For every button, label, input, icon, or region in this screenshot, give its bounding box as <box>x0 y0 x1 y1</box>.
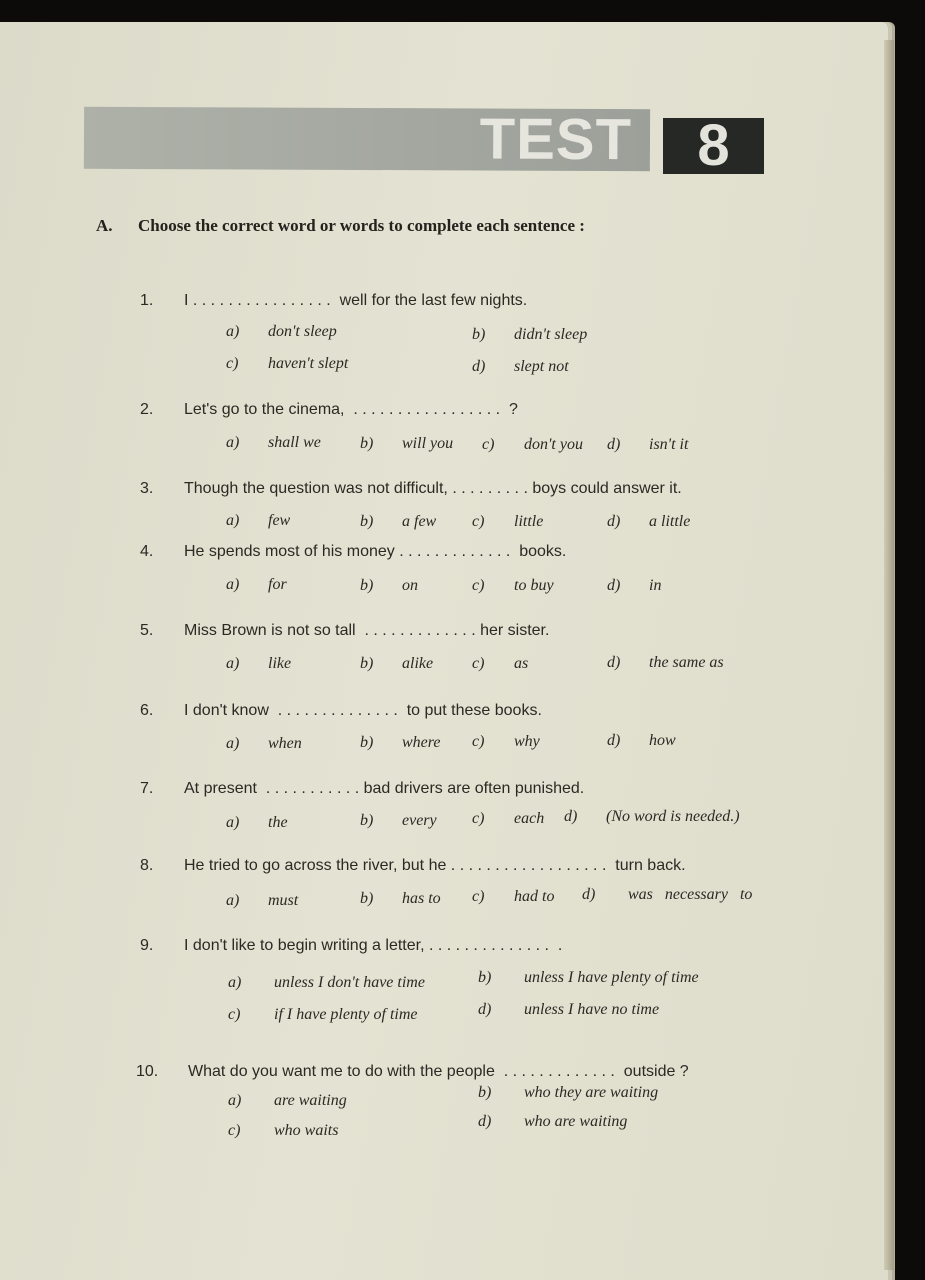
option-letter: b) <box>478 1084 492 1101</box>
option-letter: c) <box>472 733 485 750</box>
option-letter: b) <box>360 513 374 530</box>
answer-option[interactable] <box>226 735 302 753</box>
option-text: each <box>514 810 545 827</box>
option-text: when <box>268 735 302 752</box>
option-letter: d) <box>564 808 578 825</box>
option-text: isn't it <box>649 436 689 453</box>
option-letter: b) <box>360 890 374 907</box>
section-instruction: Choose the correct word or words to complete each sentence : <box>138 216 585 235</box>
question-number: 10. <box>136 1063 159 1080</box>
option-text: (No word is needed.) <box>606 808 740 825</box>
option-text: like <box>268 655 292 672</box>
option-text: was necessary to <box>628 886 753 903</box>
page-edge <box>884 40 894 1270</box>
option-text: little <box>514 513 544 530</box>
question-text: Let's go to the cinema, . . . . . . . . . . . . . . . . . ? <box>184 401 518 418</box>
option-letter: b) <box>360 734 374 751</box>
option-letter: b) <box>360 435 374 452</box>
option-text: who waits <box>274 1122 339 1139</box>
question-number: 6. <box>140 702 154 719</box>
answer-option[interactable] <box>472 358 569 376</box>
answer-option[interactable] <box>472 888 554 906</box>
answer-option[interactable] <box>607 654 724 672</box>
answer-option[interactable] <box>564 808 740 826</box>
answer-option[interactable] <box>478 969 699 987</box>
option-text: a few <box>402 513 437 530</box>
option-letter: c) <box>482 436 495 453</box>
answer-option[interactable] <box>226 323 337 341</box>
option-letter: d) <box>607 577 621 594</box>
option-letter: c) <box>226 355 239 372</box>
answer-option[interactable] <box>607 732 676 750</box>
option-text: alike <box>402 655 434 672</box>
option-letter: b) <box>360 577 374 594</box>
option-text: as <box>514 655 529 672</box>
option-letter: c) <box>472 655 485 672</box>
answer-option[interactable] <box>226 576 287 594</box>
option-text: are waiting <box>274 1092 347 1109</box>
option-letter: d) <box>607 654 621 671</box>
option-text: shall we <box>268 434 321 451</box>
option-letter: b) <box>360 655 374 672</box>
option-text: to buy <box>514 577 554 594</box>
option-text: why <box>514 733 540 750</box>
answer-option[interactable] <box>360 890 441 908</box>
option-letter: b) <box>472 326 486 343</box>
option-letter: d) <box>607 513 621 530</box>
answer-option[interactable] <box>472 326 587 344</box>
option-letter: d) <box>478 1001 492 1018</box>
answer-option[interactable] <box>360 655 433 673</box>
answer-option[interactable] <box>472 513 543 531</box>
answer-option[interactable] <box>478 1001 659 1019</box>
section-label: A. <box>96 216 113 235</box>
answer-option[interactable] <box>228 974 425 992</box>
question-text: He spends most of his money . . . . . . . . . . . . . books. <box>184 543 567 560</box>
option-text: don't you <box>524 436 583 453</box>
option-text: had to <box>514 888 555 905</box>
answer-option[interactable] <box>472 810 544 828</box>
option-text: will you <box>402 435 454 452</box>
question-number: 7. <box>140 780 154 797</box>
answer-option[interactable] <box>472 577 554 595</box>
option-text: has to <box>402 890 441 907</box>
answer-option[interactable] <box>607 577 661 595</box>
option-letter: b) <box>360 812 374 829</box>
question-text: I . . . . . . . . . . . . . . . . well for the last few nights. <box>184 292 528 309</box>
option-letter: a) <box>226 892 240 909</box>
option-text: unless I have no time <box>524 1001 660 1018</box>
option-letter: c) <box>472 577 485 594</box>
question-number: 5. <box>140 622 154 639</box>
option-letter: a) <box>228 974 242 991</box>
question-text: What do you want me to do with the people . . . . . . . . . . . . . outside ? <box>188 1063 689 1080</box>
answer-option[interactable] <box>582 886 752 904</box>
answer-option[interactable] <box>226 512 290 530</box>
option-letter: a) <box>226 434 240 451</box>
option-text: didn't sleep <box>514 326 588 343</box>
question-text: Miss Brown is not so tall . . . . . . . . . . . . . her sister. <box>184 622 550 639</box>
question-text: Though the question was not difficult, . . . . . . . . . boys could answer it. <box>184 480 682 497</box>
option-text: in <box>649 577 662 594</box>
answer-option[interactable] <box>472 655 528 673</box>
option-text: slept not <box>514 358 569 375</box>
answer-option[interactable] <box>478 1113 627 1131</box>
option-letter: c) <box>472 888 485 905</box>
option-text: how <box>649 732 676 749</box>
option-text: if I have plenty of time <box>274 1006 418 1023</box>
option-text: who they are waiting <box>524 1084 659 1101</box>
option-letter: b) <box>478 969 492 986</box>
option-letter: d) <box>478 1113 492 1130</box>
answer-option[interactable] <box>607 513 690 531</box>
option-letter: d) <box>472 358 486 375</box>
answer-option[interactable] <box>226 655 291 673</box>
option-letter: c) <box>472 513 485 530</box>
answer-option[interactable] <box>226 434 321 452</box>
question-text: At present . . . . . . . . . . . bad drivers are often punished. <box>184 780 585 797</box>
answer-option[interactable] <box>478 1084 658 1102</box>
answer-option[interactable] <box>226 892 298 910</box>
question-text: I don't know . . . . . . . . . . . . . . to put these books. <box>184 702 542 719</box>
answer-option[interactable] <box>360 577 418 595</box>
answer-option[interactable] <box>226 814 288 832</box>
question-number: 9. <box>140 937 154 954</box>
option-letter: a) <box>226 655 240 672</box>
question-number: 2. <box>140 401 154 418</box>
answer-option[interactable] <box>360 513 436 531</box>
option-text: for <box>268 576 287 593</box>
option-text: the <box>268 814 288 831</box>
option-text: the same as <box>649 654 724 671</box>
question-text: I don't like to begin writing a letter, . . . . . . . . . . . . . . . <box>184 937 563 954</box>
answer-option[interactable] <box>228 1006 418 1024</box>
option-letter: a) <box>226 735 240 752</box>
option-text: where <box>402 734 441 751</box>
option-letter: d) <box>607 732 621 749</box>
answer-option[interactable] <box>228 1092 347 1110</box>
question-number: 3. <box>140 480 154 497</box>
option-letter: d) <box>582 886 596 903</box>
book-page <box>0 22 888 1280</box>
option-text: don't sleep <box>268 323 337 340</box>
test-number: 8 <box>663 118 764 174</box>
option-letter: a) <box>226 512 240 529</box>
question-number: 1. <box>140 292 154 309</box>
option-letter: a) <box>226 576 240 593</box>
option-text: who are waiting <box>524 1113 628 1130</box>
option-text: must <box>268 892 299 909</box>
option-text: a little <box>649 513 691 530</box>
option-text: every <box>402 812 437 829</box>
option-letter: a) <box>228 1092 242 1109</box>
option-letter: c) <box>472 810 485 827</box>
answer-option[interactable] <box>360 435 453 453</box>
answer-option[interactable] <box>228 1122 338 1140</box>
question-number: 8. <box>140 857 154 874</box>
question-text: He tried to go across the river, but he . . . . . . . . . . . . . . . . . . turn back. <box>184 857 686 874</box>
answer-option[interactable] <box>226 355 348 373</box>
answer-option[interactable] <box>607 436 688 454</box>
answer-option[interactable] <box>360 734 441 752</box>
option-text: few <box>268 512 291 529</box>
option-text: unless I have plenty of time <box>524 969 699 986</box>
option-text: on <box>402 577 418 594</box>
option-letter: a) <box>226 323 240 340</box>
option-letter: c) <box>228 1006 241 1023</box>
test-title: TEST <box>479 106 633 173</box>
option-letter: c) <box>228 1122 241 1139</box>
option-text: haven't slept <box>268 355 349 372</box>
answer-option[interactable] <box>360 812 437 830</box>
answer-option[interactable] <box>472 733 540 751</box>
option-letter: d) <box>607 436 621 453</box>
option-letter: a) <box>226 814 240 831</box>
test-header-bar <box>84 107 650 171</box>
answer-option[interactable] <box>482 436 583 454</box>
option-text: unless I don't have time <box>274 974 425 991</box>
question-number: 4. <box>140 543 154 560</box>
